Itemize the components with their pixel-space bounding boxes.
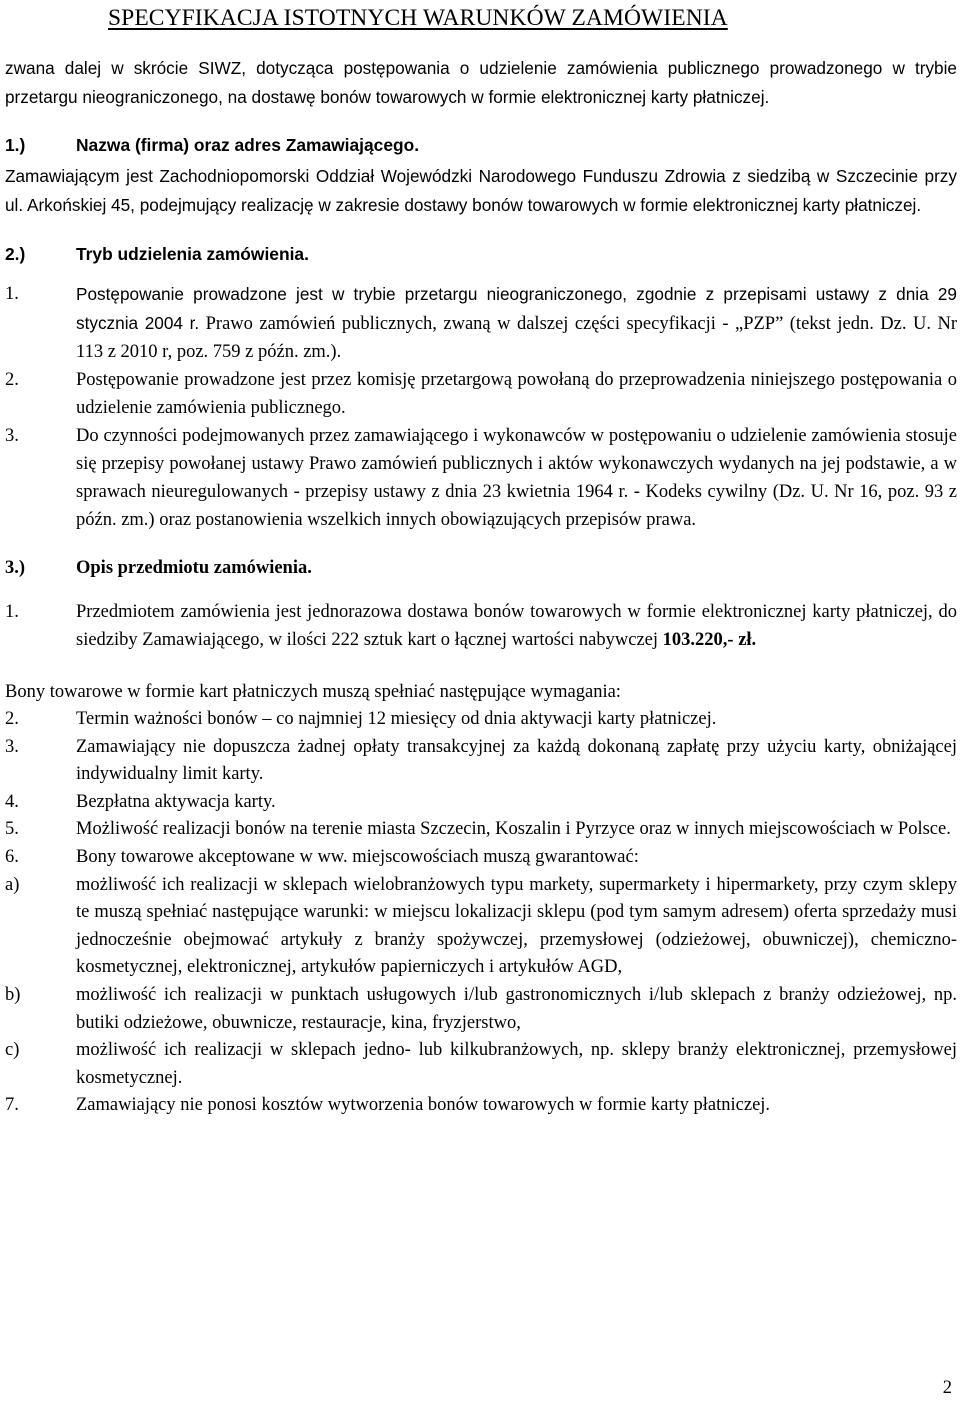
list-item	[5, 599, 957, 654]
list-item-number: a)	[5, 874, 20, 895]
list-item-text: Postępowanie prowadzone jest przez komisję przetargową powołaną do przeprowadzenia niniejszego postępowania o udzielenie zamówienia publicznego.	[76, 370, 957, 418]
list-item-text-a: Postępowanie prowadzone jest w trybie przetargu nieograniczonego, zgodnie z przepisami ustawy z dnia 29 stycznia 2004 r.	[76, 284, 957, 333]
list-item	[5, 872, 957, 982]
list-item-text: Zamawiający nie dopuszcza żadnej opłaty transakcyjnej za każdą dokonaną zapłatę przy użyciu karty, obniżającej indywidualny limit karty.	[76, 736, 957, 785]
list-item-text: możliwość ich realizacji w sklepach wielobranżowych typu markety, supermarkety i hipermarkety, przy czym sklepy te muszą spełniać następujące warunki: w miejscu lokalizacji sklepu (pod tym samym adresem) oferta sprzedaży musi jednocześnie obejmować artykuły z branży spożywczej, przemysłowej (odzieżowej, obuwniczej), chemiczno-kosmetycznej, elektronicznej, artykułów papierniczych i artykułów AGD,	[76, 874, 957, 978]
document-page	[5, 0, 957, 1120]
section-3-list	[5, 599, 957, 654]
list-item	[5, 844, 957, 872]
list-item	[5, 1037, 957, 1092]
section-1-title: Nazwa (firma) oraz adres Zamawiającego.	[76, 135, 420, 155]
list-item-number: 1.	[5, 602, 19, 622]
section-1-text-b: Arkońskiej 45, podejmujący realizację w zakresie dostawy bonów towarowych w formie elektronicznej karty płatniczej.	[23, 195, 922, 215]
intro-paragraph: zwana dalej w skrócie SIWZ, dotycząca postępowania o udzielenie zamówienia publicznego prowadzonego w trybie przetargu nieograniczonego, na dostawę bonów towarowych w formie elektronicznej karty płatniczej.	[5, 58, 957, 107]
section-2-heading	[5, 240, 957, 268]
list-item-text	[76, 599, 957, 654]
list-item-text: Możliwość realizacji bonów na terenie miasta Szczecin, Koszalin i Pyrzyce oraz w innych miejscowościach w Polsce.	[76, 819, 951, 840]
list-item	[5, 816, 957, 844]
list-item-number: b)	[5, 984, 21, 1005]
list-item-text: Termin ważności bonów – co najmniej 12 miesięcy od dnia aktywacji karty płatniczej.	[76, 709, 717, 729]
list-item-text	[76, 280, 957, 366]
section-1-heading	[5, 131, 957, 159]
list-item-number: 3.	[5, 736, 19, 757]
section-3-number: 3.)	[5, 558, 26, 578]
list-item	[5, 706, 957, 734]
order-description: Przedmiotem zamówienia jest jednorazowa dostawa bonów towarowych w formie elektronicznej karty płatniczej, do siedziby Zamawiającego, w ilości 222 sztuk kart o łącznej wartości nabywczej	[76, 602, 957, 650]
list-item-text-b: Prawo zamówień publicznych, zwaną w dalszej części specyfikacji - „PZP” (tekst jedn. Dz. U. Nr 113 z 2010 r, poz. 759 z późn. zm.).	[76, 314, 957, 362]
list-item-number: 6.	[5, 846, 19, 867]
list-item	[5, 366, 957, 422]
section-2-list	[5, 280, 957, 534]
section-3-heading	[5, 554, 957, 582]
requirements-list	[5, 706, 957, 1120]
list-item-number: 2.	[5, 709, 19, 729]
section-1-text	[5, 162, 957, 220]
list-item-number: c)	[5, 1040, 20, 1061]
list-item	[5, 982, 957, 1037]
section-1-text-a: Zamawiającym jest Zachodniopomorski Oddział Wojewódzki Narodowego Funduszu Zdrowia z siedzibą w Szczecinie przy ul.	[5, 166, 957, 215]
list-item	[5, 789, 957, 817]
list-item-number: 3.	[5, 426, 19, 446]
list-item	[5, 734, 957, 789]
list-item-text: Do czynności podejmowanych przez zamawiającego i wykonawców w postępowaniu o udzielenie zamówienia stosuje się przepisy powołanej ustawy Prawo zamówień publicznych i aktów wykonawczych wydanych na jej podstawie, a w sprawach nieuregulowanych - przepisy ustawy z dnia 23 kwietnia 1964 r. - Kodeks cywilny (Dz. U. Nr 16, poz. 93 z późn. zm.) oraz postanowienia wszelkich innych obowiązujących przepisów prawa.	[76, 426, 957, 530]
list-item-text: możliwość ich realizacji w punktach usługowych i/lub gastronomicznych i/lub sklepach z branży odzieżowej, np. butiki odzieżowe, obuwnicze, restauracje, kina, fryzjerstwo,	[76, 984, 957, 1033]
list-item-text: możliwość ich realizacji w sklepach jedno- lub kilkubranżowych, np. sklepy branży elektronicznej, przemysłowej kosmetycznej.	[76, 1040, 957, 1088]
list-item-number: 7.	[5, 1095, 19, 1116]
list-item-number: 5.	[5, 819, 19, 840]
document-title: SPECYFIKACJA ISTOTNYCH WARUNKÓW ZAMÓWIENIA	[108, 5, 728, 31]
section-3-title: Opis przedmiotu zamówienia.	[76, 558, 312, 578]
list-item	[5, 1092, 957, 1120]
section-2-title: Tryb udzielenia zamówienia.	[76, 244, 309, 264]
list-item-text: Bony towarowe akceptowane w ww. miejscowościach muszą gwarantować:	[76, 846, 639, 867]
section-2-number: 2.)	[5, 244, 26, 264]
section-1-number: 1.)	[5, 135, 26, 155]
list-item-number: 4.	[5, 791, 19, 812]
list-item	[5, 280, 957, 366]
requirements-intro: Bony towarowe w formie kart płatniczych muszą spełniać następujące wymagania:	[5, 682, 621, 702]
order-value: 103.220,- zł.	[662, 629, 757, 650]
page-number: 2	[942, 1378, 952, 1398]
list-item-text: Zamawiający nie ponosi kosztów wytworzenia bonów towarowych w formie karty płatniczej.	[76, 1095, 771, 1116]
list-item-number: 2.	[5, 370, 19, 390]
list-item	[5, 422, 957, 534]
list-item-text: Bezpłatna aktywacja karty.	[76, 791, 276, 812]
list-item-number: 1.	[5, 284, 19, 304]
